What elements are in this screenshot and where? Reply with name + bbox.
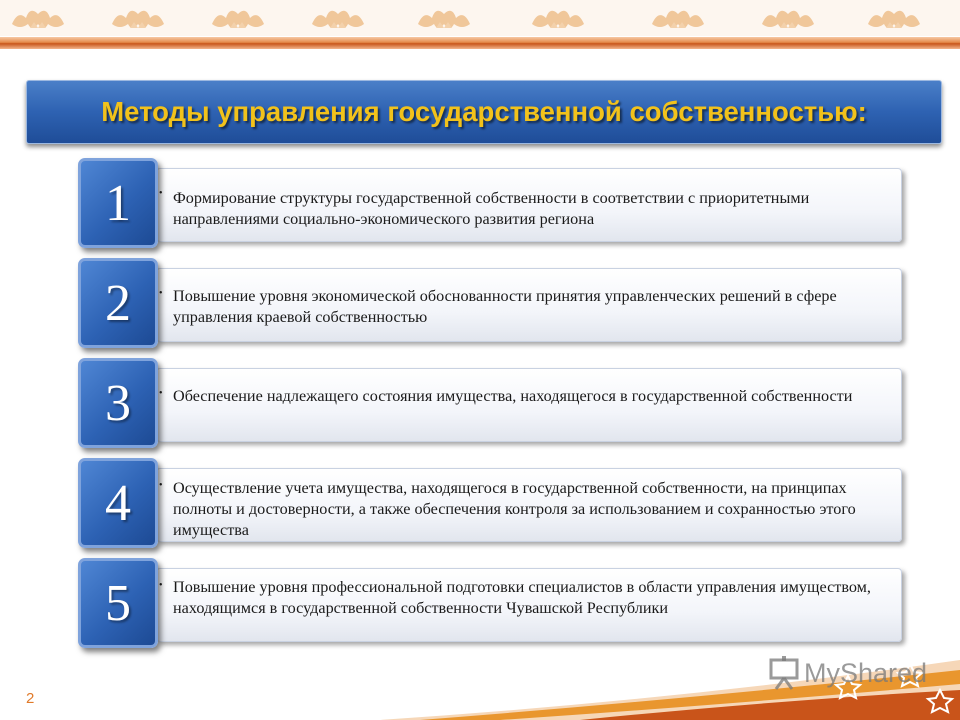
ornament-pattern (0, 2, 960, 36)
bullet: • (159, 580, 163, 591)
number-badge (78, 558, 158, 648)
slide-title: Методы управления государственной собственностью: (101, 96, 867, 127)
list-item-text: Повышение уровня экономической обоснованности принятия управленческих решений в сфере управления краевой собственностью (173, 287, 837, 326)
list-item-text: Обеспечение надлежащего состояния имущества, находящегося в государственной собственности (173, 387, 853, 405)
list-item (78, 258, 904, 348)
bullet: • (159, 480, 163, 491)
top-ornament-band (0, 0, 960, 36)
top-ornament-stripe (0, 37, 960, 49)
list-item (78, 358, 904, 448)
number-label: 4 (105, 474, 131, 532)
number-badge (78, 358, 158, 448)
list-item-text: Повышение уровня профессиональной подготовки специалистов в области управления имуществом, находящимся в государственной собственности Чувашской Республики (173, 578, 871, 617)
number-label: 2 (105, 274, 131, 332)
bullet: • (159, 288, 163, 299)
number-badge (78, 458, 158, 548)
list-item-text: Формирование структуры государственной собственности в соответствии с приоритетными направлениями социально-экономического развития региона (173, 189, 810, 228)
watermark-text: MyShared (804, 657, 928, 688)
list-item (78, 458, 904, 548)
list-item (78, 558, 904, 648)
bullet: • (159, 188, 163, 199)
presentation-icon (768, 656, 800, 690)
page-number: 2 (26, 690, 35, 707)
bullet: • (159, 388, 163, 399)
list-item-text: Осуществление учета имущества, находящегося в государственной собственности, на принципах полноты и достоверности, а также обеспечения контроля за использованием и сохранностью этого имущества (173, 479, 856, 539)
list-item (78, 158, 904, 248)
number-label: 5 (105, 574, 131, 632)
number-label: 1 (105, 174, 131, 232)
watermark (768, 656, 927, 690)
number-label: 3 (105, 374, 131, 432)
number-badge (78, 158, 158, 248)
number-badge (78, 258, 158, 348)
title-banner (26, 80, 942, 144)
